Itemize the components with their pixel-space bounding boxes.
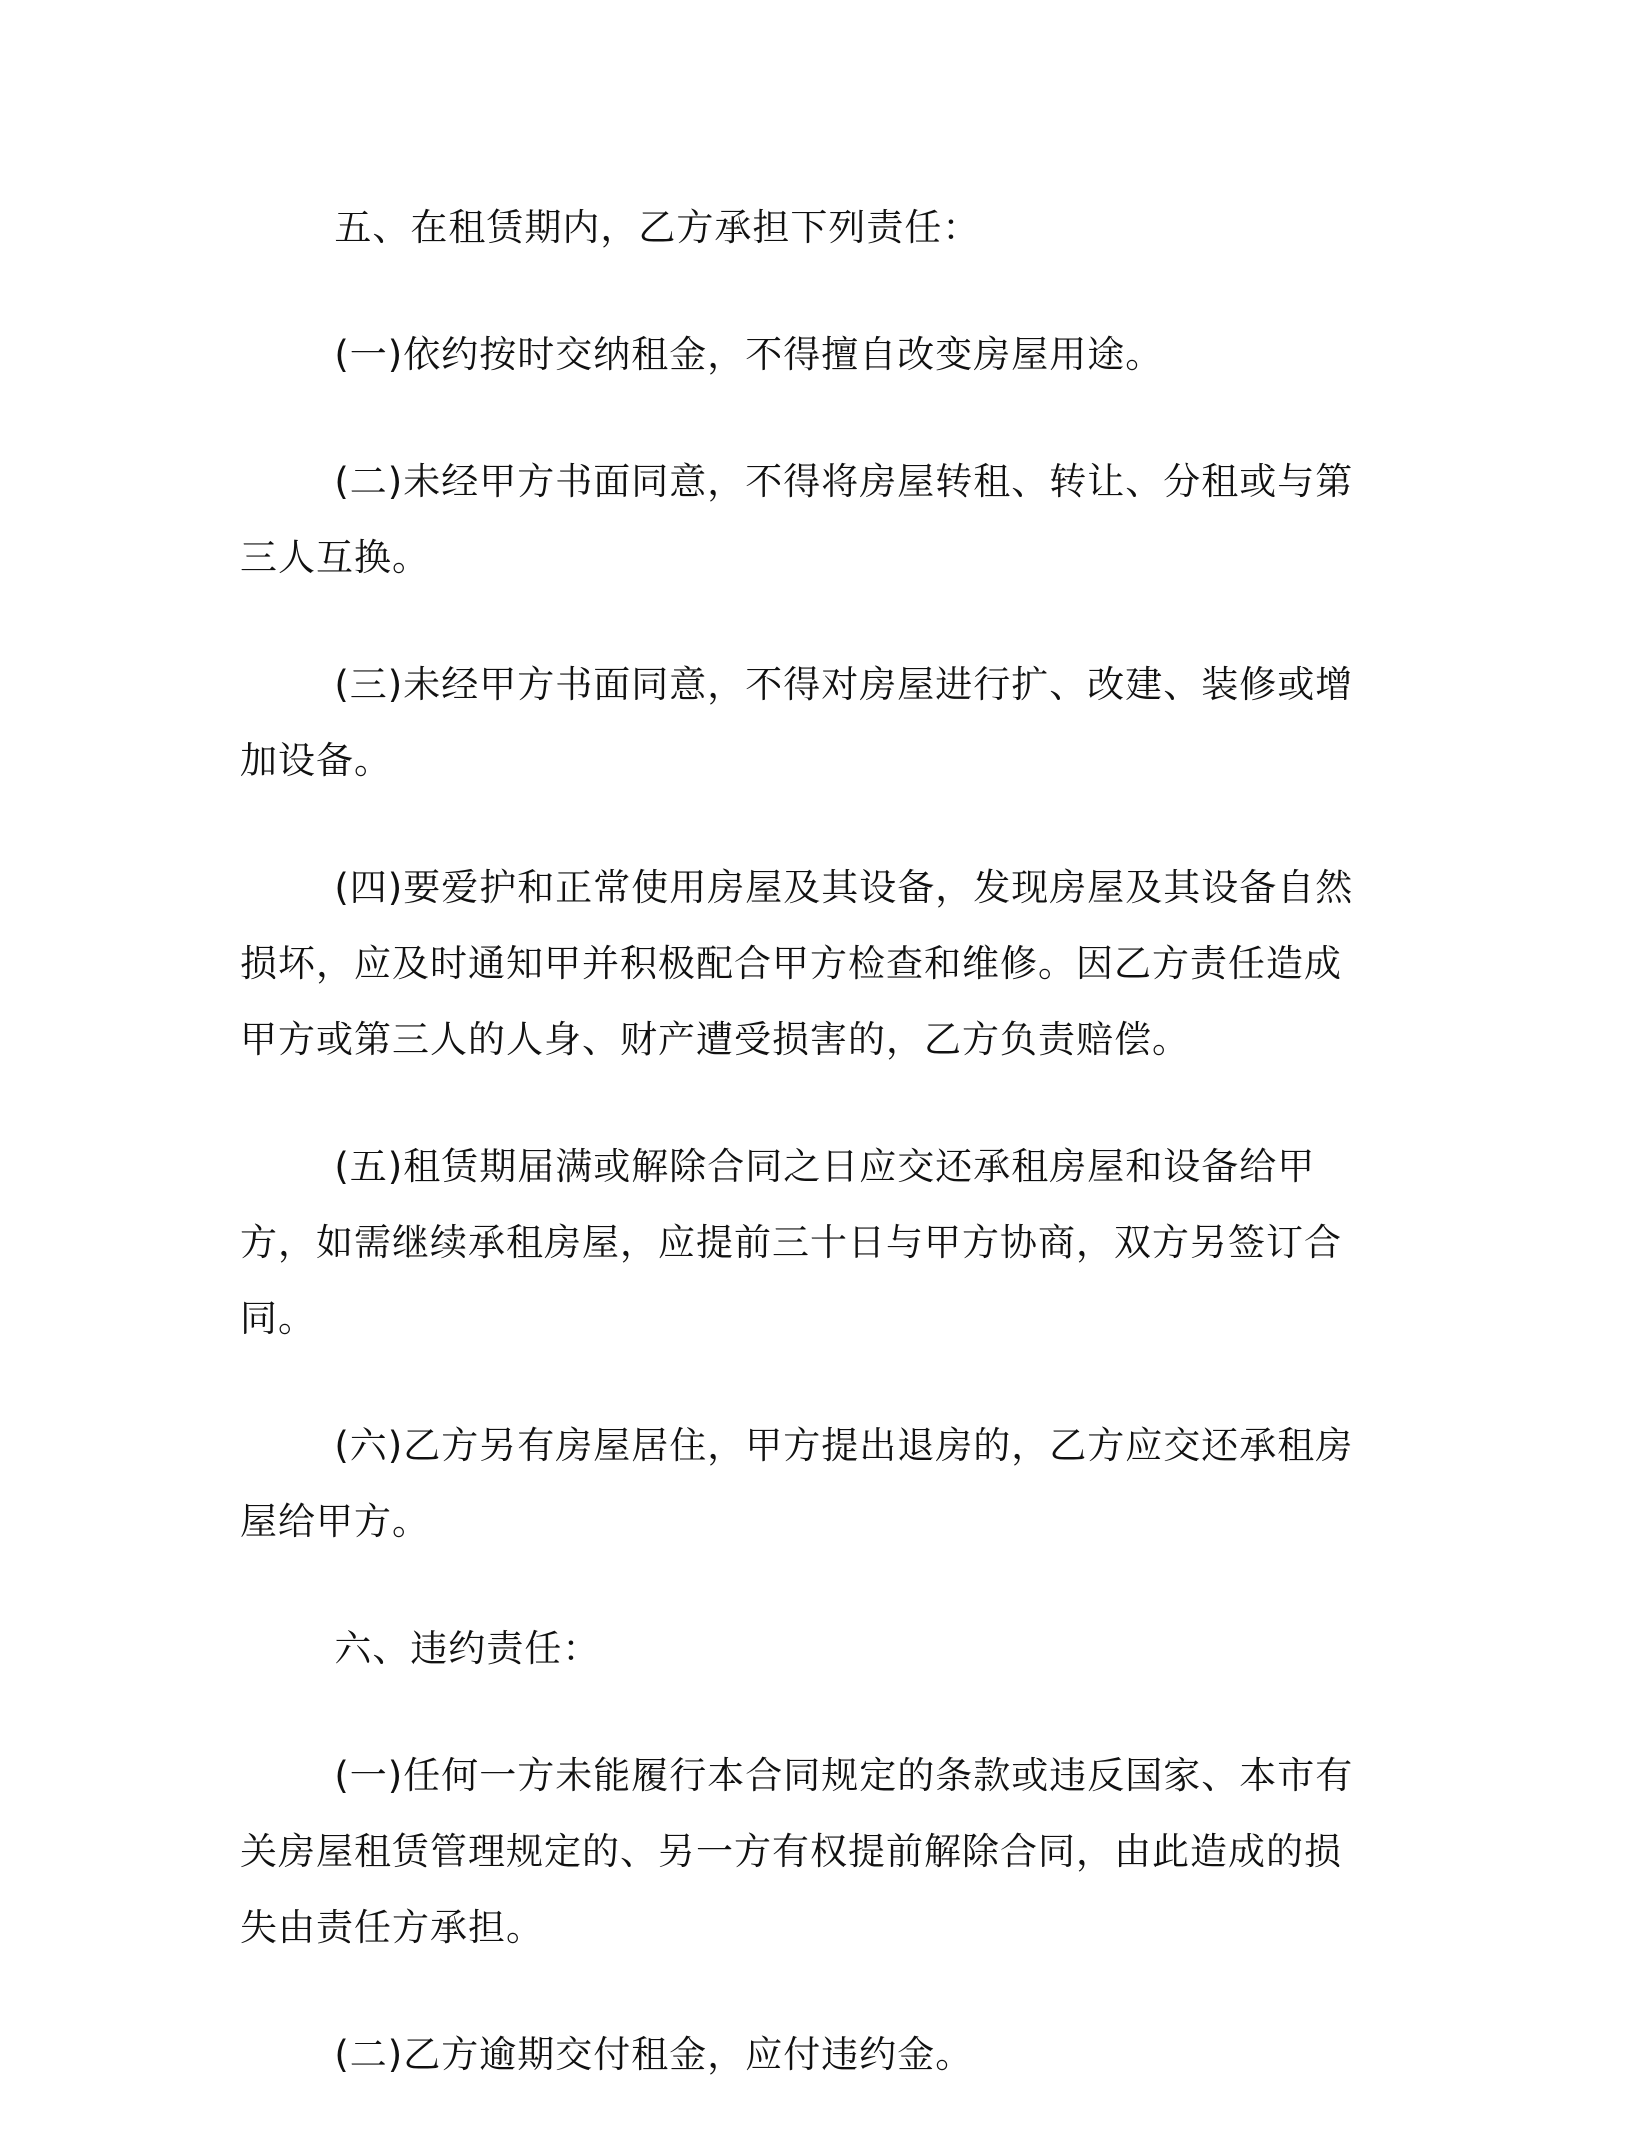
clause-paragraph: (一)依约按时交纳租金，不得擅自改变房屋用途。 xyxy=(334,333,1164,376)
section-heading-breach-liability: 六、违约责任： xyxy=(334,1627,601,1670)
section-heading-lessee-duties: 五、在租赁期内，乙方承担下列责任： xyxy=(334,206,981,249)
clause-paragraph: (二)未经甲方书面同意，不得将房屋转租、转让、分租或与第三人互换。 xyxy=(240,460,1354,579)
clause-paragraph: (四)要爱护和正常使用房屋及其设备，发现房屋及其设备自然损坏，应及时通知甲并积极配合甲方检查和维修。因乙方责任造成甲方或第三人的人身、财产遭受损害的，乙方负责赔偿。 xyxy=(240,866,1354,1061)
clause-paragraph: (三)未经甲方书面同意，不得对房屋进行扩、改建、装修或增加设备。 xyxy=(240,663,1354,782)
clause-paragraph: (二)乙方逾期交付租金，应付违约金。 xyxy=(334,2033,974,2076)
clause-paragraph: (一)任何一方未能履行本合同规定的条款或违反国家、本市有关房屋租赁管理规定的、另一方有权提前解除合同，由此造成的损失由责任方承担。 xyxy=(240,1754,1354,1949)
clause-paragraph: (六)乙方另有房屋居住，甲方提出退房的，乙方应交还承租房屋给甲方。 xyxy=(240,1424,1354,1543)
clause-paragraph: (五)租赁期届满或解除合同之日应交还承租房屋和设备给甲方，如需继续承租房屋，应提前三十日与甲方协商，双方另签订合同。 xyxy=(240,1145,1342,1340)
document-body xyxy=(240,190,1362,2144)
